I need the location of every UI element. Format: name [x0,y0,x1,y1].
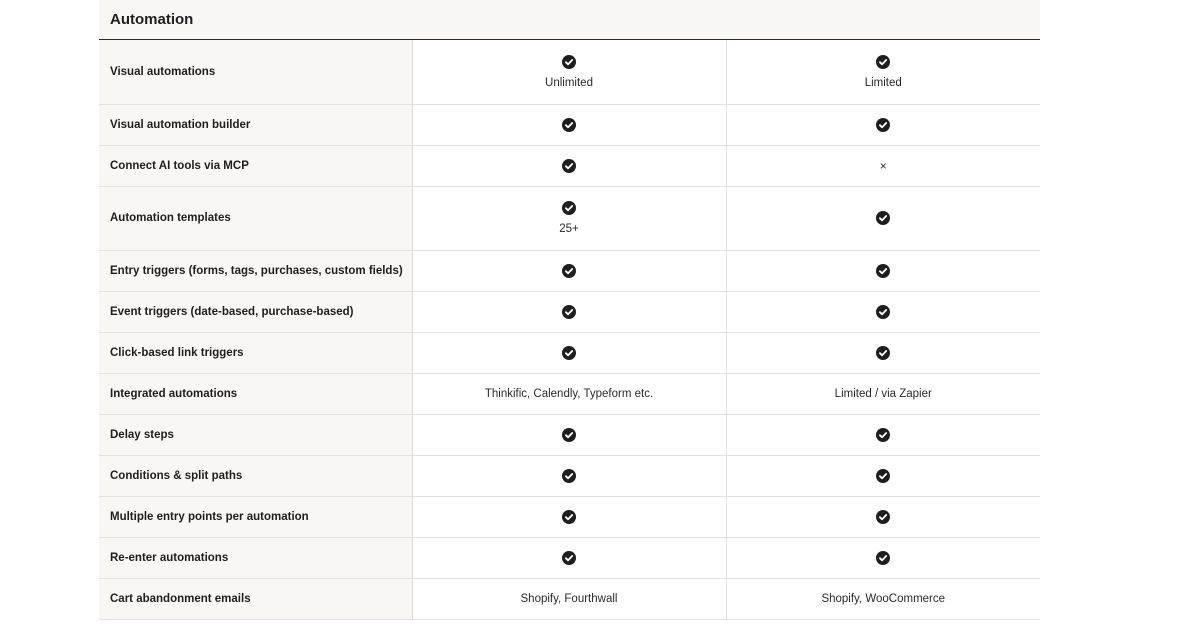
feature-label: Re-enter automations [99,537,412,578]
cell-note: Unlimited [545,76,593,89]
feature-label: Multiple entry points per automation [99,496,412,537]
table-row [99,291,1040,332]
feature-label: Visual automations [99,40,412,104]
section-header [99,0,1040,40]
section-title: Automation [110,11,194,28]
plan-a-cell [412,578,726,619]
cell-text: Thinkific, Calendly, Typeform etc. [484,387,654,400]
table-row [99,145,1040,186]
feature-label: Delay steps [99,414,412,455]
plan-b-cell [726,578,1040,619]
feature-rows [99,40,1040,619]
plan-b-cell [726,455,1040,496]
plan-a-cell [412,40,726,104]
check-circle-icon [562,159,576,173]
table-row [99,373,1040,414]
feature-label: Automation templates [99,186,412,250]
cell-note: 25+ [559,223,579,235]
table-row [99,414,1040,455]
plan-a-cell [412,291,726,332]
plan-a-cell [412,496,726,537]
check-circle-icon [876,118,890,132]
check-circle-icon [876,55,890,69]
plan-a-cell [412,145,726,186]
feature-label: Conditions & split paths [99,455,412,496]
table-row [99,40,1040,104]
feature-label: Event triggers (date-based, purchase-based) [99,291,412,332]
check-circle-icon [876,305,890,319]
cell-text: Shopify, WooCommerce [821,592,946,605]
plan-b-cell [726,40,1040,104]
table-row [99,104,1040,145]
plan-b-cell [726,414,1040,455]
check-circle-icon [562,469,576,483]
table-row [99,537,1040,578]
plan-a-cell [412,332,726,373]
check-circle-icon [562,264,576,278]
check-circle-icon [876,510,890,524]
table-row [99,578,1040,619]
plan-b-cell [726,250,1040,291]
check-circle-icon [876,551,890,565]
plan-a-cell [412,414,726,455]
check-circle-icon [876,346,890,360]
feature-label: Connect AI tools via MCP [99,145,412,186]
plan-b-cell [726,145,1040,186]
cell-note: Limited [864,76,902,89]
plan-b-cell [726,186,1040,250]
cross-icon: × [879,158,887,173]
plan-a-cell [412,455,726,496]
table-row [99,250,1040,291]
plan-b-cell [726,291,1040,332]
check-circle-icon [562,510,576,524]
cell-text: Shopify, Fourthwall [520,592,618,605]
check-circle-icon [876,211,890,225]
plan-b-cell [726,332,1040,373]
plan-a-cell [412,250,726,291]
plan-a-cell [412,373,726,414]
plan-b-cell [726,104,1040,145]
table-row [99,496,1040,537]
feature-table [99,40,1040,620]
plan-a-cell [412,186,726,250]
check-circle-icon [562,118,576,132]
check-circle-icon [562,428,576,442]
table-row [99,455,1040,496]
plan-a-cell [412,104,726,145]
feature-label: Click-based link triggers [99,332,412,373]
plan-b-cell [726,537,1040,578]
check-circle-icon [562,551,576,565]
table-row [99,332,1040,373]
check-circle-icon [562,55,576,69]
check-circle-icon [562,346,576,360]
check-circle-icon [876,469,890,483]
check-circle-icon [562,201,576,215]
feature-label: Cart abandonment emails [99,578,412,619]
check-circle-icon [876,264,890,278]
plan-a-cell [412,537,726,578]
feature-label: Entry triggers (forms, tags, purchases, custom fields) [99,250,412,291]
check-circle-icon [562,305,576,319]
plan-b-cell [726,496,1040,537]
cell-text: Limited / via Zapier [834,387,932,400]
comparison-table [99,0,1040,620]
feature-label: Visual automation builder [99,104,412,145]
check-circle-icon [876,428,890,442]
feature-label: Integrated automations [99,373,412,414]
table-row [99,186,1040,250]
plan-b-cell [726,373,1040,414]
